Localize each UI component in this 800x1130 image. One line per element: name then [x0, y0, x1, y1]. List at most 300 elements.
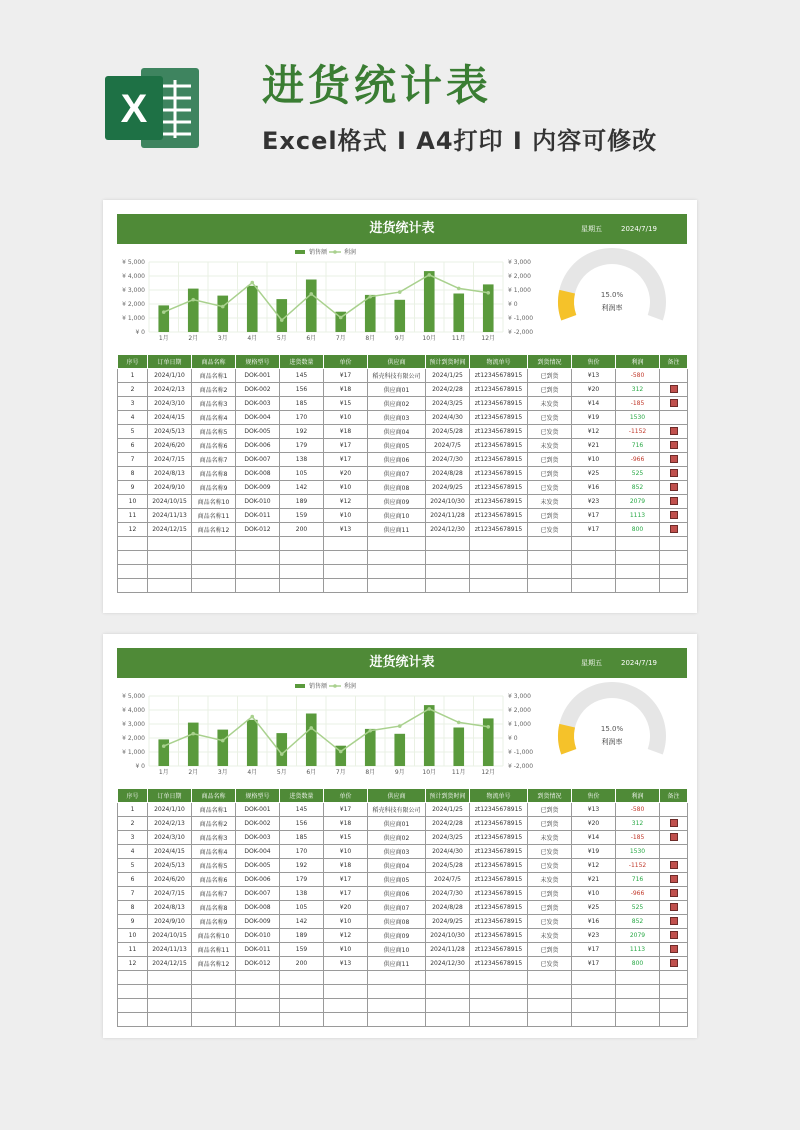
- table-cell: 145: [280, 803, 324, 817]
- remark-cell[interactable]: [660, 887, 688, 901]
- table-cell: 供应商08: [368, 481, 426, 495]
- page-header: [0, 0, 800, 190]
- checkbox-icon[interactable]: [670, 483, 678, 491]
- empty-cell: [368, 985, 426, 999]
- empty-cell: [118, 985, 148, 999]
- table-cell: 商品名称4: [192, 845, 236, 859]
- checkbox-icon[interactable]: [670, 861, 678, 869]
- category-label: 2月: [188, 769, 199, 776]
- table-cell: 商品名称8: [192, 467, 236, 481]
- checkbox-icon[interactable]: [670, 917, 678, 925]
- table-cell: 商品名称11: [192, 943, 236, 957]
- table-cell: 2024/4/15: [148, 845, 192, 859]
- empty-cell: [470, 579, 528, 593]
- table-cell: DOK-008: [236, 901, 280, 915]
- category-label: 6月: [306, 769, 317, 776]
- table-cell: 2024/8/13: [148, 901, 192, 915]
- gauge-fill: [558, 290, 576, 321]
- remark-cell[interactable]: [660, 439, 688, 453]
- table-cell: DOK-005: [236, 859, 280, 873]
- remark-cell[interactable]: [660, 495, 688, 509]
- category-label: 11月: [451, 335, 466, 342]
- left-tick-label: ¥ 3,000: [122, 287, 145, 294]
- remark-cell: [660, 803, 688, 817]
- table-cell: ¥14: [572, 831, 616, 845]
- table-cell: 312: [616, 383, 660, 397]
- column-header: 售价: [572, 789, 616, 803]
- column-header: 进货数量: [280, 789, 324, 803]
- empty-cell: [572, 971, 616, 985]
- empty-cell: [324, 551, 368, 565]
- remark-cell[interactable]: [660, 397, 688, 411]
- table-cell: zt12345678915: [470, 383, 528, 397]
- table-cell: 供应商01: [368, 817, 426, 831]
- column-header: 备注: [660, 355, 688, 369]
- empty-row: [118, 551, 688, 565]
- empty-cell: [572, 579, 616, 593]
- table-cell: 2024/5/28: [426, 425, 470, 439]
- table-cell: 供应商08: [368, 915, 426, 929]
- table-cell: DOK-004: [236, 845, 280, 859]
- table-cell: DOK-001: [236, 369, 280, 383]
- checkbox-icon[interactable]: [670, 819, 678, 827]
- table-cell: ¥10: [324, 915, 368, 929]
- table-cell: zt12345678915: [470, 873, 528, 887]
- table-cell: 2024/1/25: [426, 803, 470, 817]
- table-cell: 已到货: [528, 453, 572, 467]
- purchase-table: [117, 788, 688, 1027]
- table-cell: 2024/3/25: [426, 397, 470, 411]
- table-cell: ¥13: [572, 803, 616, 817]
- table-cell: 商品名称6: [192, 439, 236, 453]
- table-cell: 已到货: [528, 509, 572, 523]
- table-cell: 供应商05: [368, 439, 426, 453]
- remark-cell[interactable]: [660, 831, 688, 845]
- table-cell: 2079: [616, 495, 660, 509]
- table-cell: 2024/3/10: [148, 397, 192, 411]
- table-cell: ¥13: [572, 369, 616, 383]
- empty-cell: [528, 1013, 572, 1027]
- table-cell: DOK-011: [236, 509, 280, 523]
- empty-cell: [118, 537, 148, 551]
- table-cell: 未发货: [528, 397, 572, 411]
- empty-cell: [118, 579, 148, 593]
- page-subtitle: Excel格式 I A4打印 I 内容可修改: [262, 127, 658, 155]
- checkbox-icon[interactable]: [670, 875, 678, 883]
- table-cell: 2024/1/25: [426, 369, 470, 383]
- empty-cell: [148, 551, 192, 565]
- column-header: 单价: [324, 355, 368, 369]
- table-row: [118, 439, 688, 453]
- checkbox-icon[interactable]: [670, 469, 678, 477]
- column-header: 序号: [118, 789, 148, 803]
- table-cell: 商品名称7: [192, 887, 236, 901]
- chart-area: [117, 244, 687, 354]
- table-cell: DOK-012: [236, 523, 280, 537]
- table-cell: 2024/6/20: [148, 873, 192, 887]
- left-tick-label: ¥ 2,000: [122, 301, 145, 308]
- table-cell: ¥16: [572, 481, 616, 495]
- table-cell: 525: [616, 467, 660, 481]
- empty-cell: [280, 985, 324, 999]
- table-cell: DOK-010: [236, 495, 280, 509]
- table-cell: DOK-012: [236, 957, 280, 971]
- checkbox-icon[interactable]: [670, 903, 678, 911]
- empty-cell: [280, 579, 324, 593]
- table-cell: zt12345678915: [470, 943, 528, 957]
- table-cell: 2024/3/25: [426, 831, 470, 845]
- column-header: 供应商: [368, 789, 426, 803]
- checkbox-icon[interactable]: [670, 441, 678, 449]
- checkbox-icon[interactable]: [670, 399, 678, 407]
- remark-cell[interactable]: [660, 425, 688, 439]
- remark-cell[interactable]: [660, 929, 688, 943]
- table-cell: 已发货: [528, 859, 572, 873]
- category-label: 10月: [422, 335, 437, 342]
- empty-cell: [660, 551, 688, 565]
- table-cell: ¥17: [324, 873, 368, 887]
- table-cell: zt12345678915: [470, 369, 528, 383]
- empty-cell: [572, 1013, 616, 1027]
- remark-cell[interactable]: [660, 901, 688, 915]
- table-cell: zt12345678915: [470, 817, 528, 831]
- table-cell: 2024/9/10: [148, 481, 192, 495]
- table-cell: 2: [118, 817, 148, 831]
- empty-cell: [616, 971, 660, 985]
- table-cell: 供应商04: [368, 859, 426, 873]
- table-cell: 525: [616, 901, 660, 915]
- table-cell: 2024/3/10: [148, 831, 192, 845]
- table-cell: 2024/10/30: [426, 929, 470, 943]
- table-cell: DOK-007: [236, 887, 280, 901]
- table-cell: ¥17: [324, 369, 368, 383]
- category-label: 10月: [422, 769, 437, 776]
- table-cell: 8: [118, 467, 148, 481]
- column-header: 预计到货时间: [426, 355, 470, 369]
- table-cell: 2024/12/30: [426, 523, 470, 537]
- empty-cell: [192, 551, 236, 565]
- remark-cell[interactable]: [660, 943, 688, 957]
- empty-cell: [280, 999, 324, 1013]
- table-cell: 2024/2/28: [426, 817, 470, 831]
- remark-cell[interactable]: [660, 481, 688, 495]
- empty-cell: [192, 999, 236, 1013]
- table-row: [118, 509, 688, 523]
- category-label: 1月: [158, 335, 169, 342]
- empty-cell: [192, 1013, 236, 1027]
- table-cell: zt12345678915: [470, 397, 528, 411]
- table-cell: 商品名称10: [192, 929, 236, 943]
- table-cell: ¥18: [324, 817, 368, 831]
- table-cell: ¥12: [324, 495, 368, 509]
- column-header: 订单日期: [148, 789, 192, 803]
- table-cell: ¥17: [324, 803, 368, 817]
- category-label: 4月: [247, 335, 258, 342]
- table-cell: 供应商10: [368, 509, 426, 523]
- column-header: 利润: [616, 789, 660, 803]
- table-cell: 716: [616, 439, 660, 453]
- table-cell: ¥10: [324, 481, 368, 495]
- table-cell: 2024/1/10: [148, 369, 192, 383]
- column-header: 商品名称: [192, 355, 236, 369]
- table-cell: ¥20: [324, 467, 368, 481]
- left-tick-label: ¥ 1,000: [122, 315, 145, 322]
- empty-cell: [192, 579, 236, 593]
- table-cell: 200: [280, 957, 324, 971]
- table-cell: 供应商02: [368, 397, 426, 411]
- table-cell: 2024/7/5: [426, 873, 470, 887]
- table-cell: 1530: [616, 411, 660, 425]
- checkbox-icon[interactable]: [670, 385, 678, 393]
- empty-cell: [148, 579, 192, 593]
- remark-cell[interactable]: [660, 523, 688, 537]
- table-row: [118, 831, 688, 845]
- table-cell: zt12345678915: [470, 887, 528, 901]
- table-cell: 商品名称8: [192, 901, 236, 915]
- table-cell: 已发货: [528, 425, 572, 439]
- table-cell: 已到货: [528, 943, 572, 957]
- category-label: 2月: [188, 335, 199, 342]
- column-header: 物流单号: [470, 789, 528, 803]
- sheet-title: 进货统计表: [369, 221, 435, 236]
- empty-cell: [236, 999, 280, 1013]
- table-cell: 179: [280, 873, 324, 887]
- remark-cell[interactable]: [660, 915, 688, 929]
- table-cell: 852: [616, 915, 660, 929]
- table-cell: 170: [280, 411, 324, 425]
- remark-cell: [660, 411, 688, 425]
- empty-cell: [470, 999, 528, 1013]
- column-header: 规格型号: [236, 789, 280, 803]
- empty-cell: [660, 565, 688, 579]
- right-tick-label: ¥ 0: [508, 301, 518, 308]
- empty-cell: [616, 537, 660, 551]
- checkbox-icon[interactable]: [670, 525, 678, 533]
- table-cell: DOK-006: [236, 439, 280, 453]
- empty-cell: [660, 1013, 688, 1027]
- empty-cell: [426, 565, 470, 579]
- table-cell: 商品名称9: [192, 915, 236, 929]
- empty-row: [118, 971, 688, 985]
- table-cell: 189: [280, 495, 324, 509]
- left-tick-label: ¥ 5,000: [122, 693, 145, 700]
- table-cell: 2024/6/20: [148, 439, 192, 453]
- checkbox-icon[interactable]: [670, 427, 678, 435]
- empty-row: [118, 999, 688, 1013]
- table-cell: 4: [118, 411, 148, 425]
- table-cell: 2024/8/28: [426, 467, 470, 481]
- table-cell: 5: [118, 425, 148, 439]
- empty-cell: [118, 565, 148, 579]
- empty-cell: [660, 985, 688, 999]
- empty-cell: [192, 971, 236, 985]
- table-cell: 2024/4/15: [148, 411, 192, 425]
- remark-cell[interactable]: [660, 873, 688, 887]
- table-cell: 6: [118, 439, 148, 453]
- empty-cell: [470, 1013, 528, 1027]
- empty-cell: [368, 1013, 426, 1027]
- table-cell: ¥20: [572, 383, 616, 397]
- table-row: [118, 845, 688, 859]
- right-tick-label: ¥ 3,000: [508, 693, 531, 700]
- sheet-2: [103, 634, 697, 1038]
- column-header: 到货情况: [528, 789, 572, 803]
- category-label: 12月: [481, 769, 496, 776]
- remark-cell[interactable]: [660, 817, 688, 831]
- column-header: 订单日期: [148, 355, 192, 369]
- table-cell: 2024/12/15: [148, 957, 192, 971]
- checkbox-icon[interactable]: [670, 511, 678, 519]
- empty-cell: [470, 985, 528, 999]
- table-cell: zt12345678915: [470, 957, 528, 971]
- empty-cell: [528, 551, 572, 565]
- sheet-title-bar: [117, 648, 687, 678]
- table-cell: ¥10: [324, 509, 368, 523]
- left-tick-label: ¥ 0: [135, 329, 145, 336]
- table-cell: 156: [280, 817, 324, 831]
- empty-cell: [236, 971, 280, 985]
- empty-cell: [148, 985, 192, 999]
- empty-cell: [324, 1013, 368, 1027]
- remark-cell[interactable]: [660, 453, 688, 467]
- table-cell: ¥18: [324, 383, 368, 397]
- table-cell: 179: [280, 439, 324, 453]
- table-cell: DOK-011: [236, 943, 280, 957]
- table-cell: 1: [118, 369, 148, 383]
- profit-rate-gauge: [117, 678, 687, 788]
- left-tick-label: ¥ 0: [135, 763, 145, 770]
- profit-rate-gauge: [117, 244, 687, 354]
- empty-cell: [280, 551, 324, 565]
- table-cell: 800: [616, 957, 660, 971]
- checkbox-icon[interactable]: [670, 455, 678, 463]
- table-cell: 商品名称3: [192, 397, 236, 411]
- empty-cell: [470, 971, 528, 985]
- empty-cell: [616, 579, 660, 593]
- left-tick-label: ¥ 1,000: [122, 749, 145, 756]
- table-cell: 11: [118, 509, 148, 523]
- table-cell: 105: [280, 901, 324, 915]
- table-cell: ¥10: [572, 887, 616, 901]
- table-cell: 商品名称10: [192, 495, 236, 509]
- table-cell: -580: [616, 369, 660, 383]
- table-cell: ¥10: [324, 845, 368, 859]
- table-cell: 稻壳科技有限公司: [368, 369, 426, 383]
- remark-cell[interactable]: [660, 467, 688, 481]
- table-cell: 供应商03: [368, 411, 426, 425]
- checkbox-icon[interactable]: [670, 945, 678, 953]
- empty-cell: [280, 1013, 324, 1027]
- empty-cell: [426, 537, 470, 551]
- table-cell: 未发货: [528, 873, 572, 887]
- table-cell: 供应商07: [368, 901, 426, 915]
- table-cell: ¥23: [572, 929, 616, 943]
- table-cell: 供应商11: [368, 957, 426, 971]
- table-cell: 3: [118, 831, 148, 845]
- table-cell: 192: [280, 859, 324, 873]
- table-cell: 商品名称2: [192, 383, 236, 397]
- left-tick-label: ¥ 4,000: [122, 273, 145, 280]
- gauge-label: 利润率: [601, 738, 623, 746]
- table-cell: 2024/2/28: [426, 383, 470, 397]
- checkbox-icon[interactable]: [670, 497, 678, 505]
- table-cell: ¥13: [324, 523, 368, 537]
- remark-cell[interactable]: [660, 957, 688, 971]
- column-header: 供应商: [368, 355, 426, 369]
- table-cell: 已发货: [528, 957, 572, 971]
- table-row: [118, 453, 688, 467]
- table-cell: DOK-007: [236, 453, 280, 467]
- checkbox-icon[interactable]: [670, 833, 678, 841]
- table-cell: 138: [280, 887, 324, 901]
- date-label: 2024/7/19: [621, 659, 657, 667]
- table-cell: 商品名称2: [192, 817, 236, 831]
- table-cell: 5: [118, 859, 148, 873]
- empty-cell: [528, 985, 572, 999]
- empty-cell: [470, 551, 528, 565]
- table-cell: ¥10: [324, 943, 368, 957]
- purchase-table: [117, 354, 688, 593]
- table-cell: 10: [118, 495, 148, 509]
- table-cell: zt12345678915: [470, 467, 528, 481]
- empty-cell: [660, 579, 688, 593]
- weekday-label: 星期五: [581, 225, 602, 233]
- table-cell: DOK-010: [236, 929, 280, 943]
- sheet-1: [103, 200, 697, 613]
- category-label: 4月: [247, 769, 258, 776]
- table-cell: 1113: [616, 509, 660, 523]
- checkbox-icon[interactable]: [670, 959, 678, 967]
- svg-text:X: X: [120, 87, 148, 131]
- table-cell: zt12345678915: [470, 803, 528, 817]
- empty-cell: [280, 537, 324, 551]
- table-cell: ¥21: [572, 873, 616, 887]
- empty-cell: [118, 971, 148, 985]
- table-cell: zt12345678915: [470, 495, 528, 509]
- remark-cell[interactable]: [660, 383, 688, 397]
- remark-cell[interactable]: [660, 859, 688, 873]
- table-cell: 12: [118, 523, 148, 537]
- table-cell: ¥18: [324, 425, 368, 439]
- table-cell: 2024/9/25: [426, 915, 470, 929]
- table-cell: 商品名称11: [192, 509, 236, 523]
- checkbox-icon[interactable]: [670, 931, 678, 939]
- table-cell: DOK-006: [236, 873, 280, 887]
- table-cell: 供应商09: [368, 495, 426, 509]
- checkbox-icon[interactable]: [670, 889, 678, 897]
- remark-cell[interactable]: [660, 509, 688, 523]
- gauge-label: 利润率: [601, 304, 623, 312]
- left-tick-label: ¥ 4,000: [122, 707, 145, 714]
- empty-cell: [192, 565, 236, 579]
- table-row: [118, 397, 688, 411]
- empty-cell: [368, 999, 426, 1013]
- table-cell: zt12345678915: [470, 425, 528, 439]
- table-cell: 2024/2/13: [148, 383, 192, 397]
- table-cell: DOK-003: [236, 397, 280, 411]
- table-cell: 2024/10/30: [426, 495, 470, 509]
- table-cell: ¥20: [324, 901, 368, 915]
- excel-logo-icon: [103, 58, 203, 158]
- empty-cell: [148, 1013, 192, 1027]
- table-cell: 312: [616, 817, 660, 831]
- table-cell: DOK-001: [236, 803, 280, 817]
- table-cell: 已到货: [528, 887, 572, 901]
- table-cell: 12: [118, 957, 148, 971]
- table-row: [118, 859, 688, 873]
- empty-cell: [324, 579, 368, 593]
- table-cell: 供应商01: [368, 383, 426, 397]
